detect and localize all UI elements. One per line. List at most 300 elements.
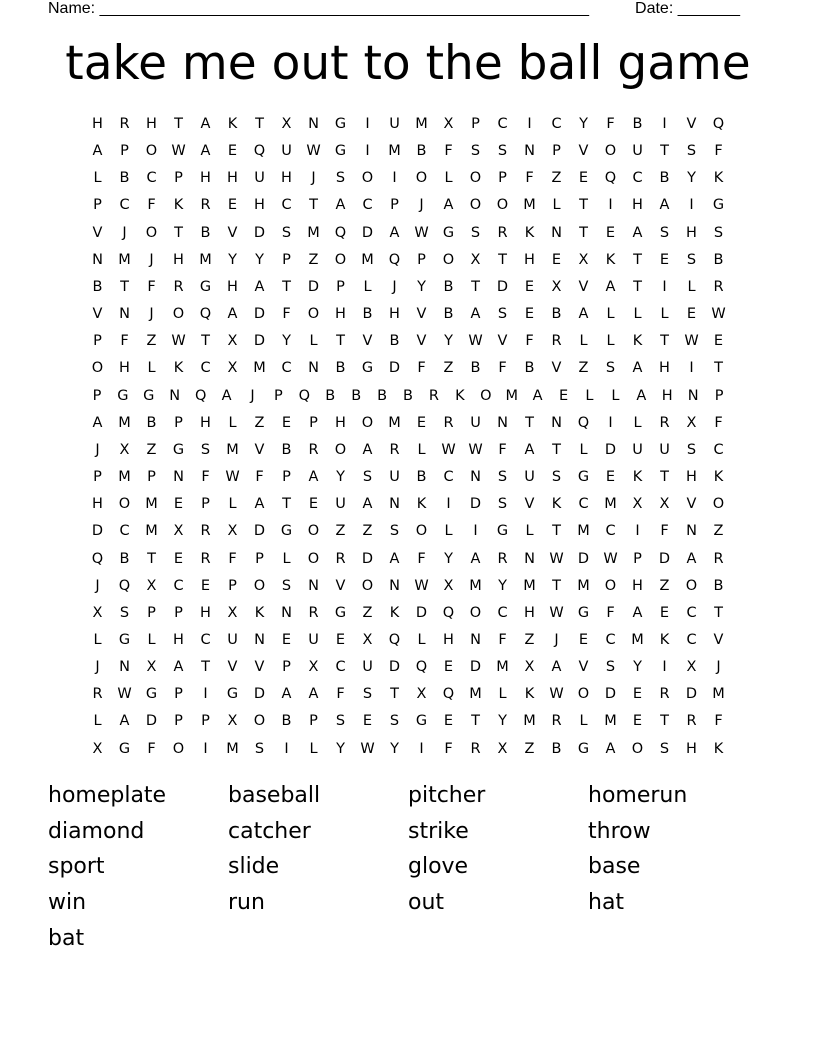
grid-letter[interactable]: V (686, 496, 697, 513)
grid-letter[interactable]: X (92, 604, 103, 621)
grid-letter[interactable]: E (578, 631, 589, 648)
grid-letter[interactable]: B (389, 333, 400, 350)
grid-letter[interactable]: J (149, 306, 154, 323)
grid-letter[interactable]: X (443, 577, 454, 594)
grid-letter[interactable]: F (525, 333, 534, 350)
grid-letter[interactable]: P (255, 550, 264, 567)
grid-letter[interactable]: M (226, 441, 239, 458)
grid-letter[interactable]: P (498, 170, 507, 187)
grid-letter[interactable]: P (174, 414, 183, 431)
grid-letter[interactable]: S (686, 143, 697, 160)
grid-letter[interactable]: L (417, 631, 426, 648)
grid-letter[interactable]: A (227, 306, 238, 323)
grid-letter[interactable]: S (551, 469, 562, 486)
grid-letter[interactable]: C (686, 604, 697, 621)
grid-letter[interactable]: B (335, 360, 346, 377)
grid-letter[interactable]: Q (199, 306, 212, 323)
grid-letter[interactable]: L (147, 631, 156, 648)
grid-letter[interactable]: G (145, 686, 158, 703)
grid-letter[interactable]: V (578, 143, 589, 160)
grid-letter[interactable]: D (388, 659, 401, 676)
grid-letter[interactable]: F (147, 197, 156, 214)
grid-letter[interactable]: D (496, 278, 509, 295)
grid-letter[interactable]: R (335, 550, 346, 567)
grid-letter[interactable]: T (282, 278, 291, 295)
grid-letter[interactable]: A (308, 686, 319, 703)
grid-letter[interactable]: T (201, 659, 210, 676)
grid-letter[interactable]: S (389, 523, 400, 540)
grid-letter[interactable]: I (419, 740, 424, 757)
grid-letter[interactable]: V (254, 659, 265, 676)
grid-letter[interactable]: T (660, 333, 669, 350)
grid-letter[interactable]: F (282, 306, 291, 323)
grid-letter[interactable]: T (525, 414, 534, 431)
grid-letter[interactable]: G (143, 387, 155, 404)
grid-letter[interactable]: H (227, 170, 238, 187)
grid-letter[interactable]: B (443, 278, 454, 295)
grid-letter[interactable]: T (201, 333, 210, 350)
grid-letter[interactable]: U (470, 414, 481, 431)
grid-letter[interactable]: O (361, 577, 374, 594)
grid-letter[interactable]: U (281, 143, 292, 160)
grid-letter[interactable]: F (498, 631, 507, 648)
grid-letter[interactable]: W (360, 740, 375, 757)
grid-letter[interactable]: B (403, 387, 413, 404)
grid-letter[interactable]: D (91, 523, 104, 540)
grid-letter[interactable]: X (227, 360, 238, 377)
grid-letter[interactable]: O (361, 170, 374, 187)
grid-letter[interactable]: N (308, 577, 319, 594)
grid-letter[interactable]: B (713, 251, 724, 268)
grid-letter[interactable]: E (173, 550, 184, 567)
grid-letter[interactable]: D (577, 550, 590, 567)
grid-letter[interactable]: X (416, 686, 427, 703)
grid-letter[interactable]: Q (442, 686, 455, 703)
grid-letter[interactable]: O (145, 224, 158, 241)
grid-letter[interactable]: Q (334, 224, 347, 241)
grid-letter[interactable]: C (362, 197, 373, 214)
grid-letter[interactable]: U (254, 170, 265, 187)
grid-letter[interactable]: H (632, 577, 643, 594)
grid-letter[interactable]: S (281, 224, 292, 241)
grid-letter[interactable]: A (92, 414, 103, 431)
grid-letter[interactable]: G (334, 143, 347, 160)
grid-letter[interactable]: X (551, 278, 562, 295)
grid-letter[interactable]: O (253, 577, 266, 594)
grid-letter[interactable]: U (389, 469, 400, 486)
grid-letter[interactable]: C (443, 469, 454, 486)
grid-letter[interactable]: R (200, 523, 211, 540)
grid-letter[interactable]: E (551, 251, 562, 268)
grid-letter[interactable]: X (659, 496, 670, 513)
grid-letter[interactable]: O (631, 740, 644, 757)
grid-letter[interactable]: P (282, 469, 291, 486)
grid-letter[interactable]: Z (146, 441, 157, 458)
grid-letter[interactable]: N (119, 659, 130, 676)
grid-letter[interactable]: Z (146, 333, 157, 350)
grid-letter[interactable]: Z (308, 251, 319, 268)
grid-letter[interactable]: J (716, 659, 721, 676)
grid-letter[interactable]: P (552, 143, 561, 160)
grid-letter[interactable]: Z (524, 740, 535, 757)
grid-letter[interactable]: O (415, 523, 428, 540)
grid-letter[interactable]: Q (415, 659, 428, 676)
grid-letter[interactable]: D (415, 604, 428, 621)
grid-letter[interactable]: T (390, 686, 399, 703)
grid-letter[interactable]: R (443, 414, 454, 431)
grid-letter[interactable]: V (92, 224, 103, 241)
grid-letter[interactable]: X (281, 116, 292, 132)
grid-letter[interactable]: P (309, 713, 318, 730)
grid-letter[interactable]: T (282, 496, 291, 513)
grid-letter[interactable]: Y (444, 333, 453, 350)
grid-letter[interactable]: X (227, 713, 238, 730)
grid-letter[interactable]: J (95, 441, 100, 458)
grid-letter[interactable]: N (308, 360, 319, 377)
grid-letter[interactable]: D (469, 496, 482, 513)
grid-letter[interactable]: K (632, 469, 643, 486)
grid-letter[interactable]: L (611, 387, 620, 404)
grid-letter[interactable]: C (281, 197, 292, 214)
grid-letter[interactable]: Q (388, 251, 401, 268)
grid-letter[interactable]: D (685, 686, 698, 703)
grid-letter[interactable]: Q (577, 414, 590, 431)
grid-letter[interactable]: U (659, 441, 670, 458)
grid-letter[interactable]: T (174, 224, 183, 241)
grid-letter[interactable]: Q (91, 550, 104, 567)
grid-letter[interactable]: K (173, 360, 184, 377)
grid-letter[interactable]: K (659, 631, 670, 648)
grid-letter[interactable]: H (200, 414, 211, 431)
grid-letter[interactable]: F (255, 469, 264, 486)
grid-letter[interactable]: Q (298, 387, 311, 404)
grid-letter[interactable]: N (470, 469, 481, 486)
grid-letter[interactable]: M (604, 496, 617, 513)
grid-letter[interactable]: D (658, 550, 671, 567)
grid-letter[interactable]: X (443, 116, 454, 132)
grid-letter[interactable]: E (605, 224, 616, 241)
grid-letter[interactable]: Y (390, 740, 399, 757)
grid-letter[interactable]: S (497, 496, 508, 513)
grid-letter[interactable]: P (417, 251, 426, 268)
grid-letter[interactable]: A (659, 197, 670, 214)
grid-letter[interactable]: T (633, 278, 642, 295)
grid-letter[interactable]: H (200, 170, 211, 187)
grid-letter[interactable]: O (469, 197, 482, 214)
grid-letter[interactable]: E (173, 496, 184, 513)
grid-letter[interactable]: Z (362, 523, 373, 540)
grid-letter[interactable]: B (362, 306, 373, 323)
grid-letter[interactable]: R (428, 387, 439, 404)
grid-letter[interactable]: A (686, 550, 697, 567)
grid-letter[interactable]: N (119, 306, 130, 323)
grid-letter[interactable]: L (444, 170, 453, 187)
grid-letter[interactable]: B (200, 224, 211, 241)
grid-letter[interactable]: L (444, 523, 453, 540)
grid-letter[interactable]: V (497, 333, 508, 350)
grid-letter[interactable]: D (307, 278, 320, 295)
grid-letter[interactable]: H (92, 116, 103, 132)
grid-letter[interactable]: Q (118, 577, 131, 594)
grid-letter[interactable]: T (255, 116, 264, 132)
grid-letter[interactable]: L (309, 740, 318, 757)
grid-letter[interactable]: H (92, 496, 103, 513)
grid-letter[interactable]: F (147, 278, 156, 295)
grid-letter[interactable]: O (685, 577, 698, 594)
grid-letter[interactable]: E (443, 713, 454, 730)
grid-letter[interactable]: S (497, 469, 508, 486)
grid-letter[interactable]: A (632, 360, 643, 377)
grid-letter[interactable]: Z (524, 631, 535, 648)
grid-letter[interactable]: N (389, 496, 400, 513)
grid-letter[interactable]: F (228, 550, 237, 567)
grid-letter[interactable]: T (633, 251, 642, 268)
grid-letter[interactable]: P (92, 387, 102, 404)
grid-letter[interactable]: L (93, 631, 102, 648)
grid-letter[interactable]: X (470, 251, 481, 268)
grid-letter[interactable]: X (686, 414, 697, 431)
grid-letter[interactable]: A (551, 659, 562, 676)
grid-letter[interactable]: S (119, 604, 130, 621)
grid-letter[interactable]: F (417, 360, 426, 377)
grid-letter[interactable]: V (713, 631, 724, 648)
grid-letter[interactable]: W (414, 224, 429, 241)
grid-letter[interactable]: C (686, 631, 697, 648)
grid-letter[interactable]: G (118, 740, 131, 757)
grid-letter[interactable]: L (579, 713, 588, 730)
grid-letter[interactable]: G (577, 740, 590, 757)
grid-letter[interactable]: I (203, 740, 208, 757)
grid-letter[interactable]: B (146, 414, 157, 431)
grid-letter[interactable]: H (200, 604, 211, 621)
grid-letter[interactable]: N (687, 387, 699, 404)
grid-letter[interactable]: Z (254, 414, 265, 431)
grid-letter[interactable]: R (551, 713, 562, 730)
grid-letter[interactable]: S (200, 441, 211, 458)
grid-letter[interactable]: G (280, 523, 293, 540)
grid-letter[interactable]: W (549, 550, 564, 567)
grid-letter[interactable]: F (606, 604, 615, 621)
grid-letter[interactable]: K (551, 496, 562, 513)
grid-letter[interactable]: A (362, 441, 373, 458)
grid-letter[interactable]: R (92, 686, 103, 703)
grid-letter[interactable]: F (525, 170, 534, 187)
grid-letter[interactable]: F (498, 441, 507, 458)
grid-letter[interactable]: F (498, 360, 507, 377)
grid-letter[interactable]: E (335, 631, 346, 648)
grid-letter[interactable]: E (632, 713, 643, 730)
grid-letter[interactable]: H (686, 224, 697, 241)
grid-letter[interactable]: X (497, 740, 508, 757)
grid-letter[interactable]: K (416, 496, 427, 513)
grid-letter[interactable]: S (605, 360, 616, 377)
grid-letter[interactable]: B (119, 170, 130, 187)
grid-letter[interactable]: W (225, 469, 240, 486)
grid-letter[interactable]: M (145, 496, 158, 513)
grid-letter[interactable]: U (632, 143, 643, 160)
grid-letter[interactable]: X (632, 496, 643, 513)
grid-letter[interactable]: A (470, 550, 481, 567)
grid-letter[interactable]: S (713, 224, 724, 241)
grid-letter[interactable]: R (686, 713, 697, 730)
grid-letter[interactable]: F (714, 143, 723, 160)
grid-letter[interactable]: W (549, 686, 564, 703)
grid-letter[interactable]: Z (578, 360, 589, 377)
grid-letter[interactable]: A (578, 306, 589, 323)
grid-letter[interactable]: V (227, 224, 238, 241)
grid-letter[interactable]: C (551, 116, 562, 132)
grid-letter[interactable]: O (334, 441, 347, 458)
grid-letter[interactable]: M (388, 143, 401, 160)
grid-letter[interactable]: F (606, 116, 615, 132)
grid-letter[interactable]: D (253, 686, 266, 703)
grid-letter[interactable]: Y (498, 713, 507, 730)
grid-letter[interactable]: J (95, 577, 100, 594)
grid-letter[interactable]: X (362, 631, 373, 648)
grid-letter[interactable]: V (578, 278, 589, 295)
grid-letter[interactable]: G (172, 441, 185, 458)
grid-letter[interactable]: W (171, 143, 186, 160)
grid-letter[interactable]: E (558, 387, 569, 404)
grid-letter[interactable]: O (118, 496, 131, 513)
grid-letter[interactable]: B (377, 387, 388, 404)
grid-letter[interactable]: S (470, 224, 481, 241)
grid-letter[interactable]: I (446, 496, 451, 513)
grid-letter[interactable]: J (95, 659, 100, 676)
grid-letter[interactable]: G (496, 523, 509, 540)
grid-letter[interactable]: I (608, 197, 613, 214)
grid-letter[interactable]: M (631, 631, 644, 648)
grid-letter[interactable]: M (577, 523, 590, 540)
grid-letter[interactable]: G (577, 469, 590, 486)
grid-letter[interactable]: C (200, 360, 211, 377)
grid-letter[interactable]: T (660, 143, 669, 160)
grid-letter[interactable]: O (469, 604, 482, 621)
grid-letter[interactable]: L (633, 306, 642, 323)
grid-letter[interactable]: E (659, 604, 670, 621)
grid-letter[interactable]: P (633, 550, 642, 567)
grid-letter[interactable]: I (662, 116, 667, 132)
grid-letter[interactable]: X (227, 523, 238, 540)
grid-letter[interactable]: Y (579, 116, 588, 132)
grid-letter[interactable]: G (199, 278, 212, 295)
grid-letter[interactable]: D (253, 523, 266, 540)
grid-letter[interactable]: G (415, 713, 428, 730)
grid-letter[interactable]: A (632, 224, 643, 241)
grid-letter[interactable]: W (468, 441, 483, 458)
grid-letter[interactable]: M (505, 387, 518, 404)
grid-letter[interactable]: Y (687, 170, 696, 187)
grid-letter[interactable]: V (254, 441, 265, 458)
grid-letter[interactable]: W (684, 333, 699, 350)
grid-letter[interactable]: D (604, 686, 617, 703)
grid-letter[interactable]: N (686, 523, 697, 540)
grid-letter[interactable]: C (200, 631, 211, 648)
grid-letter[interactable]: F (660, 523, 669, 540)
grid-letter[interactable]: X (227, 604, 238, 621)
grid-letter[interactable]: L (660, 306, 669, 323)
grid-letter[interactable]: N (389, 577, 400, 594)
grid-letter[interactable]: L (525, 523, 534, 540)
grid-letter[interactable]: I (689, 360, 694, 377)
grid-letter[interactable]: K (173, 197, 184, 214)
grid-letter[interactable]: M (496, 659, 509, 676)
grid-letter[interactable]: R (713, 278, 724, 295)
grid-letter[interactable]: V (524, 496, 535, 513)
grid-letter[interactable]: P (274, 387, 283, 404)
grid-letter[interactable]: O (307, 306, 320, 323)
grid-letter[interactable]: F (201, 469, 210, 486)
grid-letter[interactable]: Y (417, 278, 426, 295)
grid-letter[interactable]: T (471, 713, 480, 730)
grid-letter[interactable]: I (284, 740, 289, 757)
grid-letter[interactable]: B (551, 740, 562, 757)
grid-letter[interactable]: Q (712, 116, 725, 132)
grid-letter[interactable]: A (200, 116, 211, 132)
grid-letter[interactable]: I (473, 523, 478, 540)
grid-letter[interactable]: U (632, 441, 643, 458)
grid-letter[interactable]: D (604, 441, 617, 458)
grid-letter[interactable]: V (416, 306, 427, 323)
grid-letter[interactable]: X (119, 441, 130, 458)
grid-letter[interactable]: B (632, 116, 643, 132)
grid-letter[interactable]: N (551, 224, 562, 241)
grid-letter[interactable]: B (281, 713, 292, 730)
grid-letter[interactable]: P (201, 496, 210, 513)
grid-letter[interactable]: O (442, 251, 455, 268)
grid-letter[interactable]: H (686, 740, 697, 757)
grid-letter[interactable]: G (118, 631, 131, 648)
grid-letter[interactable]: D (145, 713, 158, 730)
grid-letter[interactable]: B (281, 441, 292, 458)
grid-letter[interactable]: H (335, 306, 346, 323)
grid-letter[interactable]: T (552, 577, 561, 594)
grid-letter[interactable]: T (174, 116, 183, 132)
grid-letter[interactable]: O (172, 306, 185, 323)
grid-letter[interactable]: F (444, 740, 453, 757)
grid-letter[interactable]: L (579, 333, 588, 350)
grid-letter[interactable]: Q (388, 631, 401, 648)
grid-letter[interactable]: C (497, 604, 508, 621)
grid-letter[interactable]: I (203, 686, 208, 703)
grid-letter[interactable]: L (282, 550, 291, 567)
grid-letter[interactable]: H (389, 306, 400, 323)
grid-letter[interactable]: G (442, 224, 455, 241)
grid-letter[interactable]: S (362, 469, 373, 486)
grid-letter[interactable]: A (308, 469, 319, 486)
grid-letter[interactable]: M (361, 251, 374, 268)
grid-letter[interactable]: Y (336, 469, 345, 486)
grid-letter[interactable]: G (361, 360, 374, 377)
grid-letter[interactable]: U (362, 659, 373, 676)
grid-letter[interactable]: N (497, 414, 508, 431)
grid-letter[interactable]: H (227, 278, 238, 295)
grid-letter[interactable]: N (524, 143, 535, 160)
grid-letter[interactable]: S (335, 713, 346, 730)
grid-letter[interactable]: O (334, 251, 347, 268)
grid-letter[interactable]: B (351, 387, 362, 404)
grid-letter[interactable]: W (171, 333, 186, 350)
grid-letter[interactable]: D (253, 333, 266, 350)
grid-letter[interactable]: R (308, 441, 319, 458)
grid-letter[interactable]: M (118, 414, 131, 431)
grid-letter[interactable]: F (714, 713, 723, 730)
grid-letter[interactable]: H (335, 414, 346, 431)
grid-letter[interactable]: H (443, 631, 454, 648)
grid-letter[interactable]: K (632, 333, 643, 350)
grid-letter[interactable]: G (712, 197, 725, 214)
grid-letter[interactable]: O (172, 740, 185, 757)
